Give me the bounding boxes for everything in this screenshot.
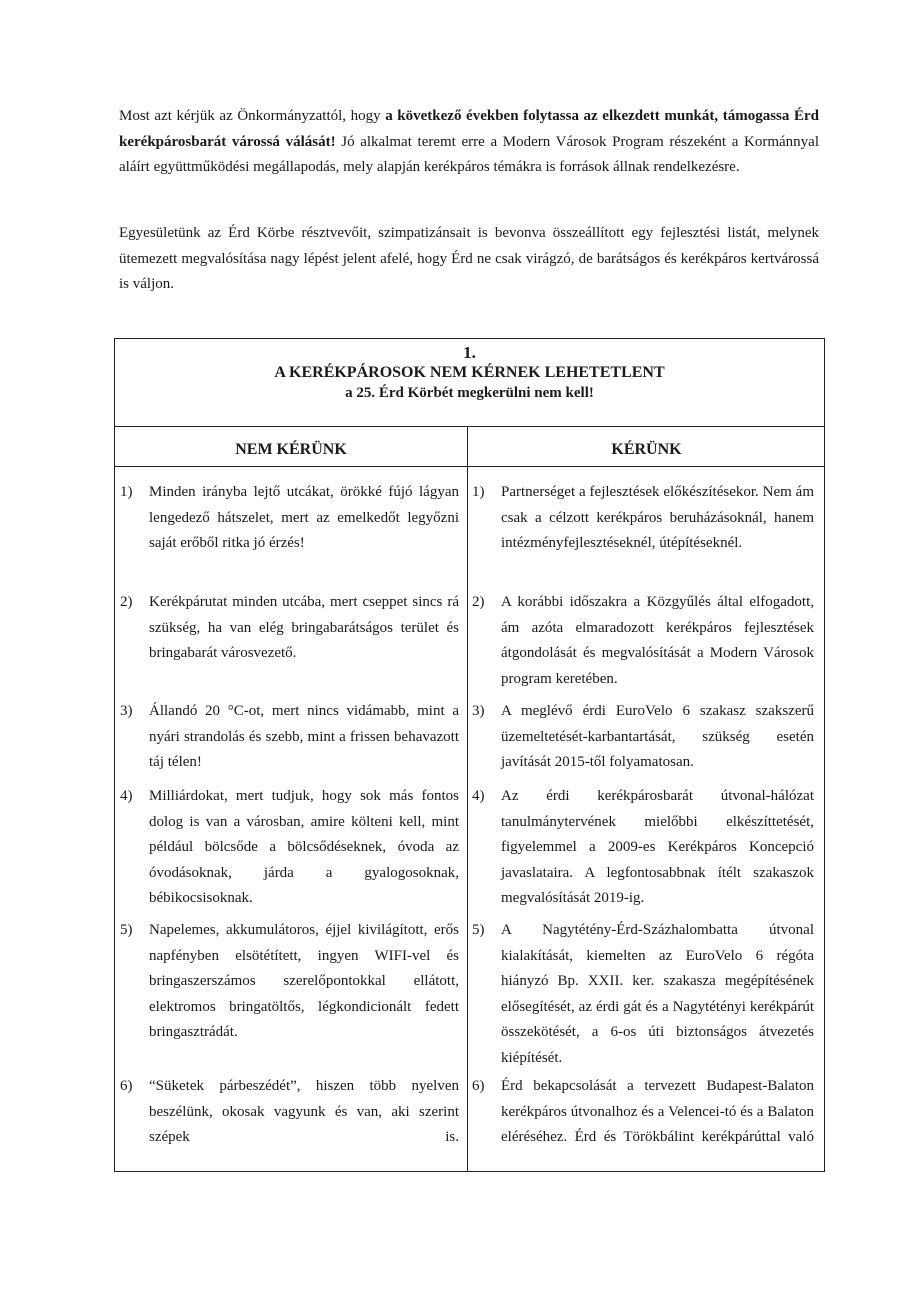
table-divider-title — [114, 426, 825, 427]
item-number: 2) — [120, 594, 133, 610]
item-number: 3) — [472, 703, 485, 719]
table-title-block — [114, 340, 825, 403]
item-text: A Nagytétény-Érd-Százhalombatta útvonal kialakítását, kiemelten az EuroVelo 6 régóta hiányzó Bp. XXII. ker. szakasza megépítésének elősegítését, az érdi gát és a Nagytétényi kerékpárút összekötését, a 6-os úti biztonságos átvezetés kiépítését. — [501, 922, 814, 1066]
intro-paragraph-2: Egyesületünk az Érd Körbe résztvevőit, szimpatizánsait is bevonva összeállított egy fejlesztési listát, melynek ütemezett megvalósítása nagy lépést jelent afelé, hogy Érd ne csak virágzó, de barátságos és kerékpáros kertvárossá is váljon. — [119, 225, 819, 292]
item-number: 4) — [120, 788, 133, 804]
table-subtitle: a 25. Érd Körbét megkerülni nem kell! — [345, 385, 594, 401]
intro-text-cont: Jó alkalmat teremt erre a Modern Városok Program részeként a Kormánnyal aláírt együttműködési megállapodás, mely alapján kerékpáros témákra is források állnak rendelkezésre. — [119, 133, 819, 175]
table-number: 1. — [463, 343, 476, 362]
item-number: 1) — [472, 484, 485, 500]
intro-paragraph-1 — [119, 104, 819, 181]
item-text: Érd bekapcsolását a tervezett Budapest-Balaton kerékpáros útvonalhoz és a Velencei-tó és a Balaton eléréséhez. Érd és Törökbálint kerékpárúttal való — [501, 1078, 814, 1145]
item-text: Napelemes, akkumulátoros, éjjel kivilágított, erős napfényben elsötétített, ingyen WIFI-vel és bringaszerszámos szerelőpontokkal ellátott, elektromos bringatöltős, légkondicionált fedett bringasztrádát. — [149, 922, 459, 1040]
column-header-nem-kerunk: NEM KÉRÜNK — [235, 441, 347, 458]
item-text: Milliárdokat, mert tudjuk, hogy sok más fontos dolog is van a városban, amire költeni kell, mint például bölcsőde a bölcsődéseknek, óvoda az óvodásoknak, járda a gyalogosoknak, bébikocsisoknak. — [149, 788, 459, 906]
item-number: 2) — [472, 594, 485, 610]
column-header-kerunk: KÉRÜNK — [611, 441, 682, 458]
table-title: A KERÉKPÁROSOK NEM KÉRNEK LEHETETLENT — [274, 364, 665, 381]
item-number: 6) — [472, 1078, 485, 1094]
item-number: 6) — [120, 1078, 133, 1094]
item-number: 3) — [120, 703, 133, 719]
item-text: Partnerséget a fejlesztések előkészítésekor. Nem ám csak a célzott kerékpáros beruházásoknál, hanem intézményfejlesztéseknél, útépítéseknél. — [501, 484, 814, 551]
table-column-divider — [467, 426, 468, 1172]
item-number: 5) — [472, 922, 485, 938]
item-text: Az érdi kerékpárosbarát útvonal-hálózat tanulmánytervének mielőbbi elkészíttetését, figyelemmel a 2009-es Kerékpáros Koncepció javaslataira. A legfontosabbnak ítélt szakaszok megvalósítását 2019-ig. — [501, 788, 814, 906]
item-text: A meglévő érdi EuroVelo 6 szakasz szakszerű üzemeltetését-karbantartását, szükség esetén javítását 2015-től folyamatosan. — [501, 703, 814, 770]
item-text: Állandó 20 °C-ot, mert nincs vidámabb, mint a nyári strandolás és szebb, mint a frissen behavazott táj télen! — [149, 703, 459, 770]
item-number: 5) — [120, 922, 133, 938]
item-number: 1) — [120, 484, 133, 500]
intro-text: Most azt kérjük az Önkormányzattól, hogy — [119, 108, 386, 124]
item-text: “Süketek párbeszédét”, hiszen több nyelven beszélünk, okosak vagyunk és van, aki szerint szépek is. — [149, 1078, 459, 1145]
item-text: Kerékpárutat minden utcába, mert cseppet sincs rá szükség, ha van elég bringabarátságos terület és bringabarát városvezető. — [149, 594, 459, 661]
item-number: 4) — [472, 788, 485, 804]
table-divider-header — [114, 466, 825, 467]
intro-emphasis: a következő években folytassa az elkezdett munkát, támogassa Érd kerékpárosbarát várossá válását! — [119, 108, 819, 150]
item-text: Minden irányba lejtő utcákat, örökké fújó lágyan lengedező hátszelet, mert az emelkedőt legyőzni saját erőből ritka jó érzés! — [149, 484, 459, 551]
item-text: A korábbi időszakra a Közgyűlés által elfogadott, ám azóta elmaradozott kerékpáros fejlesztések átgondolását és megvalósítását a Modern Városok program keretében. — [501, 594, 814, 687]
